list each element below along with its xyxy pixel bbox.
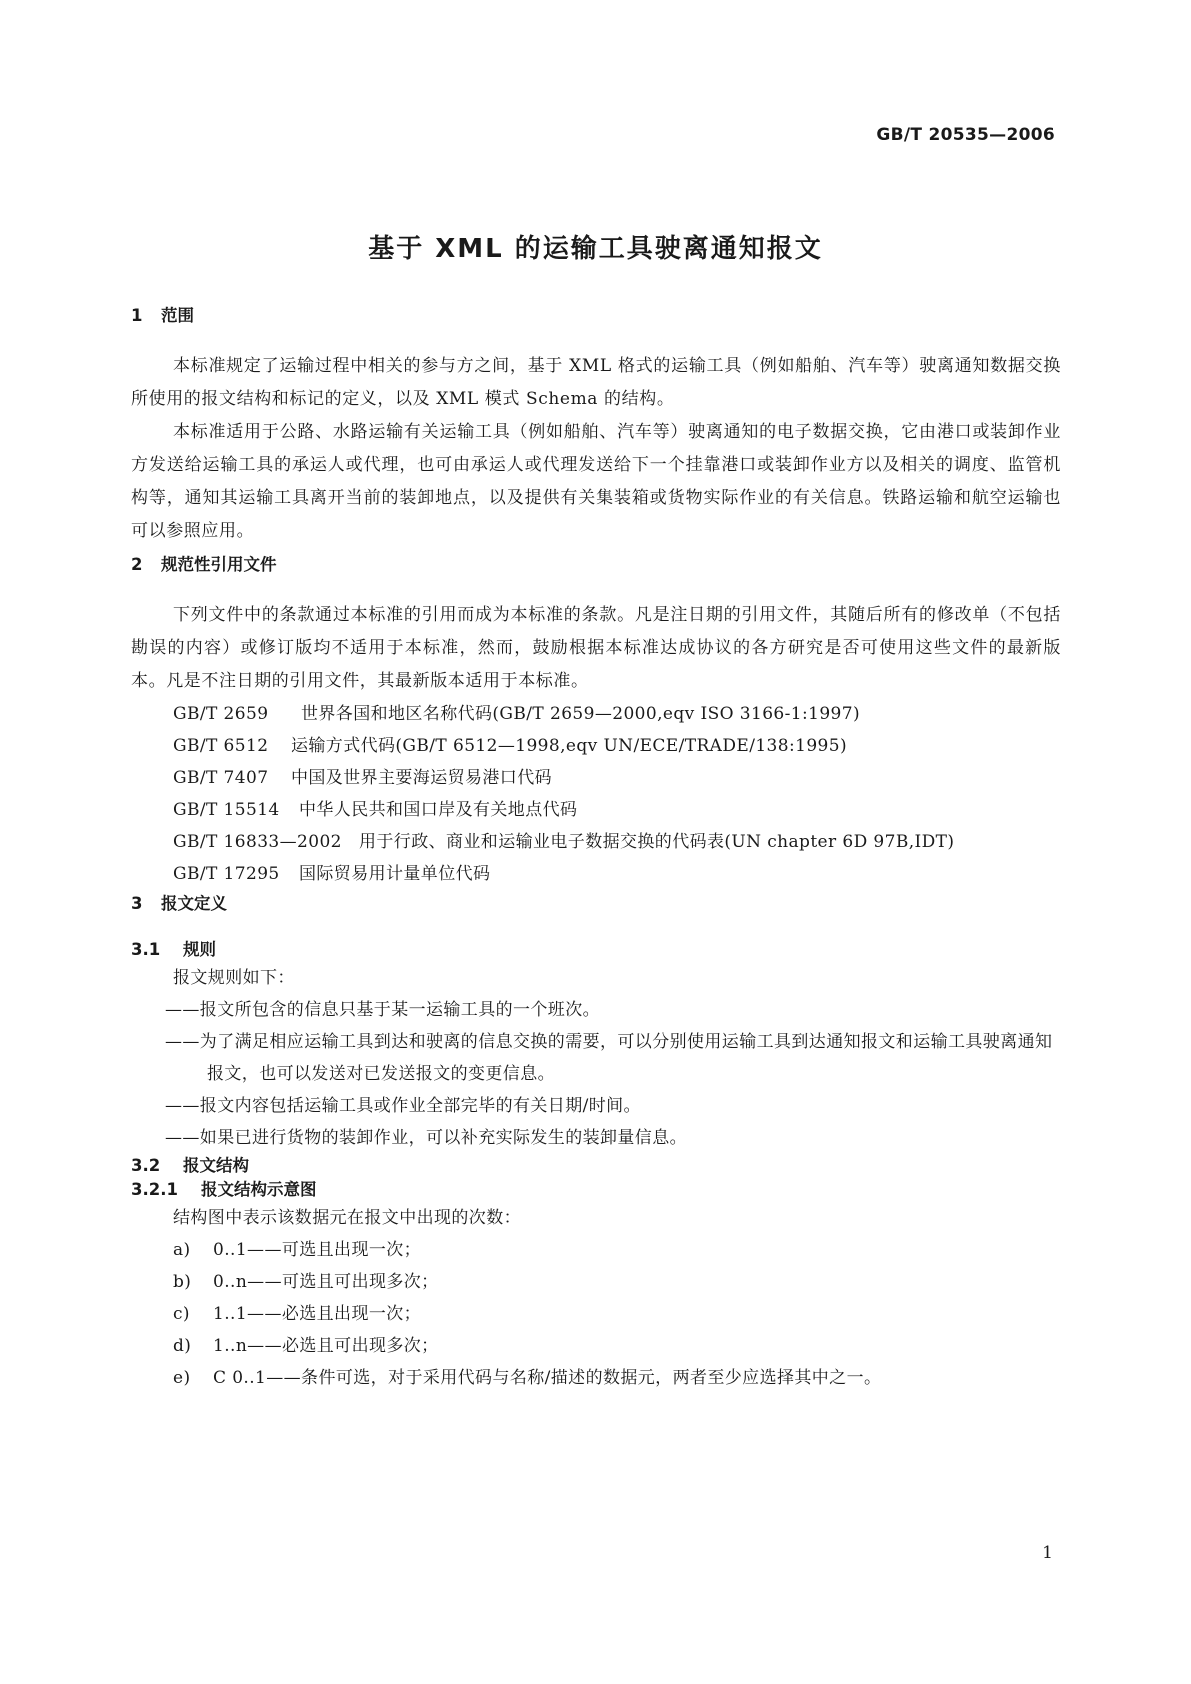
reference-item	[131, 730, 1061, 762]
document-title: 基于 XML 的运输工具驶离通知报文	[368, 234, 823, 264]
section-1	[131, 304, 1061, 548]
rule-item: ——报文内容包括运输工具或作业全部完毕的有关日期/时间。	[165, 1096, 641, 1116]
section-title: 范围	[161, 306, 194, 325]
reference-code: GB/T 17295	[173, 864, 280, 884]
list-text: 1..1——必选且出现一次；	[213, 1304, 422, 1324]
list-item	[131, 1330, 1061, 1362]
reference-title: 运输方式代码(GB/T 6512—1998,eqv UN/ECE/TRADE/138:1995)	[291, 736, 847, 756]
subsection-number: 3.1	[131, 940, 161, 959]
subsection-3-2-heading	[131, 1154, 1061, 1178]
reference-title: 中国及世界主要海运贸易港口代码	[291, 768, 552, 788]
section-3	[131, 892, 1061, 1394]
section-3-heading	[131, 892, 1061, 916]
reference-code: GB/T 6512	[173, 736, 269, 756]
standard-code: GB/T 20535—2006	[876, 125, 1055, 145]
list-label: b)	[173, 1272, 192, 1292]
reference-title: 中华人民共和国口岸及有关地点代码	[299, 800, 578, 820]
list-text: 0..n——可选且可出现多次；	[213, 1272, 439, 1292]
reference-item	[131, 698, 1061, 730]
rule-item: ——为了满足相应运输工具到达和驶离的信息交换的需要，可以分别使用运输工具到达通知报文和运输工具驶离通知报文，也可以发送对已发送报文的变更信息。	[165, 1032, 1053, 1084]
reference-item	[131, 794, 1061, 826]
reference-code: GB/T 7407	[173, 768, 269, 788]
subsection-number: 3.2	[131, 1156, 161, 1175]
rules-intro: 报文规则如下：	[173, 968, 295, 988]
reference-code: GB/T 15514	[173, 800, 280, 820]
reference-item	[131, 762, 1061, 794]
list-item	[131, 1362, 1061, 1394]
list-item	[131, 1298, 1061, 1330]
reference-item	[131, 858, 1061, 890]
list-label: a)	[173, 1240, 191, 1260]
paragraph: 本标准规定了运输过程中相关的参与方之间，基于 XML 格式的运输工具（例如船舶、汽车等）驶离通知数据交换所使用的报文结构和标记的定义，以及 XML 模式 Schema 的结构。	[131, 356, 1061, 409]
list-label: c)	[173, 1304, 190, 1324]
section-2-heading	[131, 553, 1061, 577]
structure-intro: 结构图中表示该数据元在报文中出现的次数：	[173, 1208, 521, 1228]
subsection-number: 3.2.1	[131, 1180, 178, 1199]
list-label: e)	[173, 1368, 191, 1388]
list-text: 1..n——必选且可出现多次；	[213, 1336, 439, 1356]
section-title: 规范性引用文件	[161, 555, 277, 574]
section-2	[131, 553, 1061, 890]
page-number: 1	[1042, 1543, 1053, 1563]
reference-title: 用于行政、商业和运输业电子数据交换的代码表(UN chapter 6D 97B,IDT)	[359, 832, 955, 852]
reference-title: 世界各国和地区名称代码(GB/T 2659—2000,eqv ISO 3166-1:1997)	[301, 704, 861, 724]
section-number: 2	[131, 555, 143, 574]
section-1-heading	[131, 304, 1061, 328]
subsection-title: 规则	[183, 940, 216, 959]
reference-code: GB/T 16833—2002	[173, 832, 342, 852]
list-text: C 0..1——条件可选，对于采用代码与名称/描述的数据元，两者至少应选择其中之一。	[213, 1368, 882, 1388]
reference-item	[131, 826, 1061, 858]
subsection-title: 报文结构示意图	[201, 1180, 317, 1199]
list-item	[131, 1266, 1061, 1298]
paragraph: 下列文件中的条款通过本标准的引用而成为本标准的条款。凡是注日期的引用文件，其随后所有的修改单（不包括勘误的内容）或修订版均不适用于本标准，然而，鼓励根据本标准达成协议的各方研究是否可使用这些文件的最新版本。凡是不注日期的引用文件，其最新版本适用于本标准。	[131, 605, 1061, 691]
rule-item: ——报文所包含的信息只基于某一运输工具的一个班次。	[165, 1000, 600, 1020]
reference-title: 国际贸易用计量单位代码	[299, 864, 491, 884]
list-text: 0..1——可选且出现一次；	[213, 1240, 422, 1260]
subsection-title: 报文结构	[183, 1156, 249, 1175]
paragraph: 本标准适用于公路、水路运输有关运输工具（例如船舶、汽车等）驶离通知的电子数据交换，它由港口或装卸作业方发送给运输工具的承运人或代理，也可由承运人或代理发送给下一个挂靠港口或装卸作业方以及相关的调度、监管机构等，通知其运输工具离开当前的装卸地点，以及提供有关集装箱或货物实际作业的有关信息。铁路运输和航空运输也可以参照应用。	[131, 422, 1061, 541]
subsection-3-2-1-heading	[131, 1178, 1061, 1202]
list-item	[131, 1234, 1061, 1266]
rule-item: ——如果已进行货物的装卸作业，可以补充实际发生的装卸量信息。	[165, 1128, 687, 1148]
reference-code: GB/T 2659	[173, 704, 269, 724]
section-title: 报文定义	[161, 894, 227, 913]
section-number: 1	[131, 306, 143, 325]
subsection-3-1-heading	[131, 938, 1061, 962]
list-label: d)	[173, 1336, 192, 1356]
section-number: 3	[131, 894, 143, 913]
